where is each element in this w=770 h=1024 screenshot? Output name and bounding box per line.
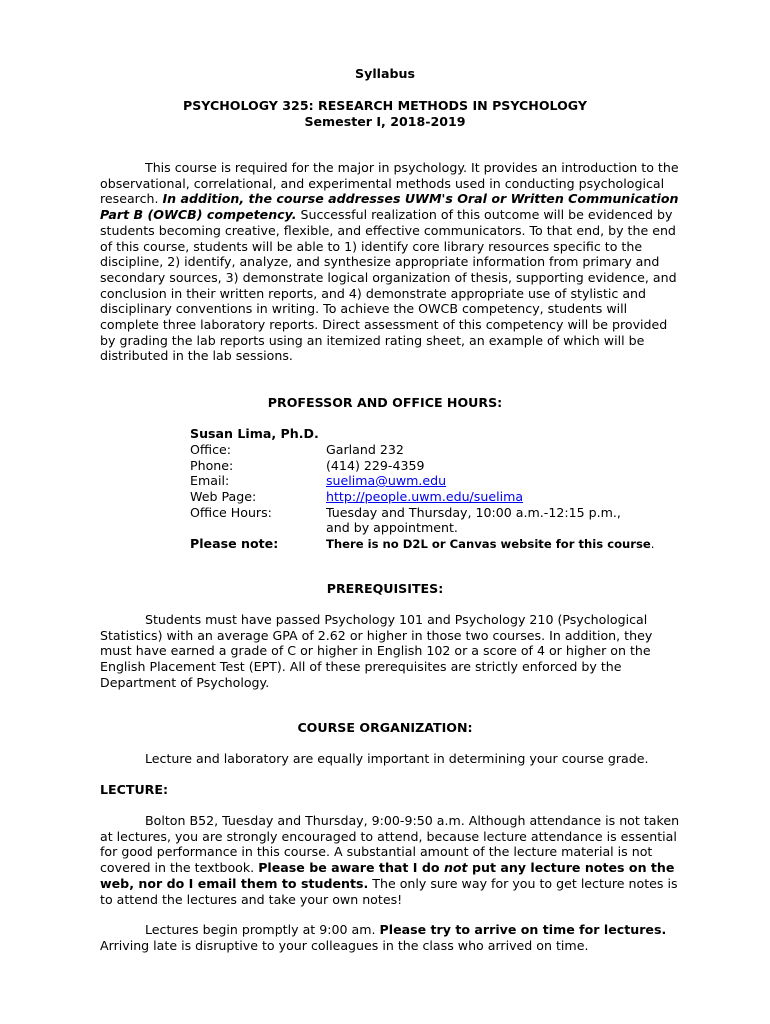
punctuality-text: Lectures begin promptly at 9:00 am. [145, 922, 380, 937]
office-hours-value: Tuesday and Thursday, 10:00 a.m.-12:15 p.m., [326, 505, 621, 520]
note-period: . [650, 537, 655, 551]
phone-value: (414) 229-4359 [326, 458, 425, 473]
semester: Semester I, 2018-2019 [304, 114, 466, 129]
course-organization-heading: COURSE ORGANIZATION: [297, 720, 473, 735]
office-value: Garland 232 [326, 442, 404, 457]
note-label: Please note: [190, 536, 279, 551]
lecture-notes-warning: Please be aware that I do [258, 860, 444, 876]
punctuality-text-end: Arriving late is disruptive to your colleagues in the class who arrived on time. [100, 937, 589, 953]
lecture-text-end: The only sure way for you to get lecture notes is to attend the lectures and take your own notes! [100, 875, 678, 907]
office-hours-value-cont: and by appointment. [326, 520, 458, 535]
professor-name: Susan Lima, Ph.D. [190, 426, 319, 441]
document-label: Syllabus [355, 66, 415, 81]
professor-heading: PROFESSOR AND OFFICE HOURS: [267, 395, 503, 410]
web-page-link[interactable]: http://people.uwm.edu/suelima [326, 489, 524, 504]
lecture-paragraph [100, 813, 680, 907]
web-page-label: Web Page: [190, 489, 257, 504]
punctuality-emphasis: Please try to arrive on time for lectures. [379, 922, 667, 937]
email-label: Email: [190, 473, 230, 488]
intro-text: This course is required for the major in psychology. It provides an introduction to the observational, correlational, and experimental methods used in conducting psychological research. [100, 160, 679, 207]
course-title: PSYCHOLOGY 325: RESEARCH METHODS IN PSYCHOLOGY [182, 98, 587, 113]
lecture-notes-warning-cont: put any lecture notes on the web, nor do I email them to students. [100, 860, 675, 891]
intro-owcb-emphasis: In addition, the course addresses UWM's Oral or Written Communication Part B (OWCB) competency. [100, 191, 679, 223]
intro-text-rest: Successful realization of this outcome will be evidenced by students becoming creative, flexible, and effective communicators. To that end, by the end of this course, students will be able to 1) identify core library resources specific to the discipline, 2) identify, analyze, and synthesize appropriate information from primary and secondary sources, 3) demonstrate logical organization of thesis, supporting evidence, and conclusion in their written reports, and 4) demonstrate appropriate use of stylistic and disciplinary conventions in writing. To achieve the OWCB competency, students will complete three laboratory reports. Direct assessment of this competency will be provided by grading the lab reports using an itemized rating sheet, an example of which will be distributed in the lab sessions. [100, 207, 677, 364]
course-organization-paragraph: Lecture and laboratory are equally important in determining your course grade. [145, 751, 649, 766]
office-label: Office: [190, 442, 232, 457]
phone-label: Phone: [190, 458, 234, 473]
prerequisites-paragraph: Students must have passed Psychology 101 and Psychology 210 (Psychological Statistics) with an average GPA of 2.62 or higher in those two courses. In addition, they must have earned a grade of C or higher in English 102 or a score of 4 or higher on the English Placement Test (EPT). All of these prerequisites are strictly enforced by the Department of Psychology. [100, 612, 653, 690]
note-bold-text: There is no D2L or Canvas website for this course [326, 537, 651, 551]
note-text [326, 537, 654, 553]
office-hours-label: Office Hours: [190, 505, 272, 520]
prerequisites-heading: PREREQUISITES: [326, 581, 444, 596]
intro-paragraph [100, 160, 680, 364]
lecture-notes-emphasis: not [443, 860, 468, 876]
lecture-heading: LECTURE: [100, 782, 169, 797]
lecture-punctuality-paragraph [100, 922, 680, 953]
lecture-text: Bolton B52, Tuesday and Thursday, 9:00-9:50 a.m. Although attendance is not taken at lectures, you are strongly encouraged to attend, because lecture attendance is essential for good performance in this course. A substantial amount of the lecture material is not covered in the textbook. [100, 813, 680, 876]
email-link[interactable]: suelima@uwm.edu [326, 473, 447, 488]
